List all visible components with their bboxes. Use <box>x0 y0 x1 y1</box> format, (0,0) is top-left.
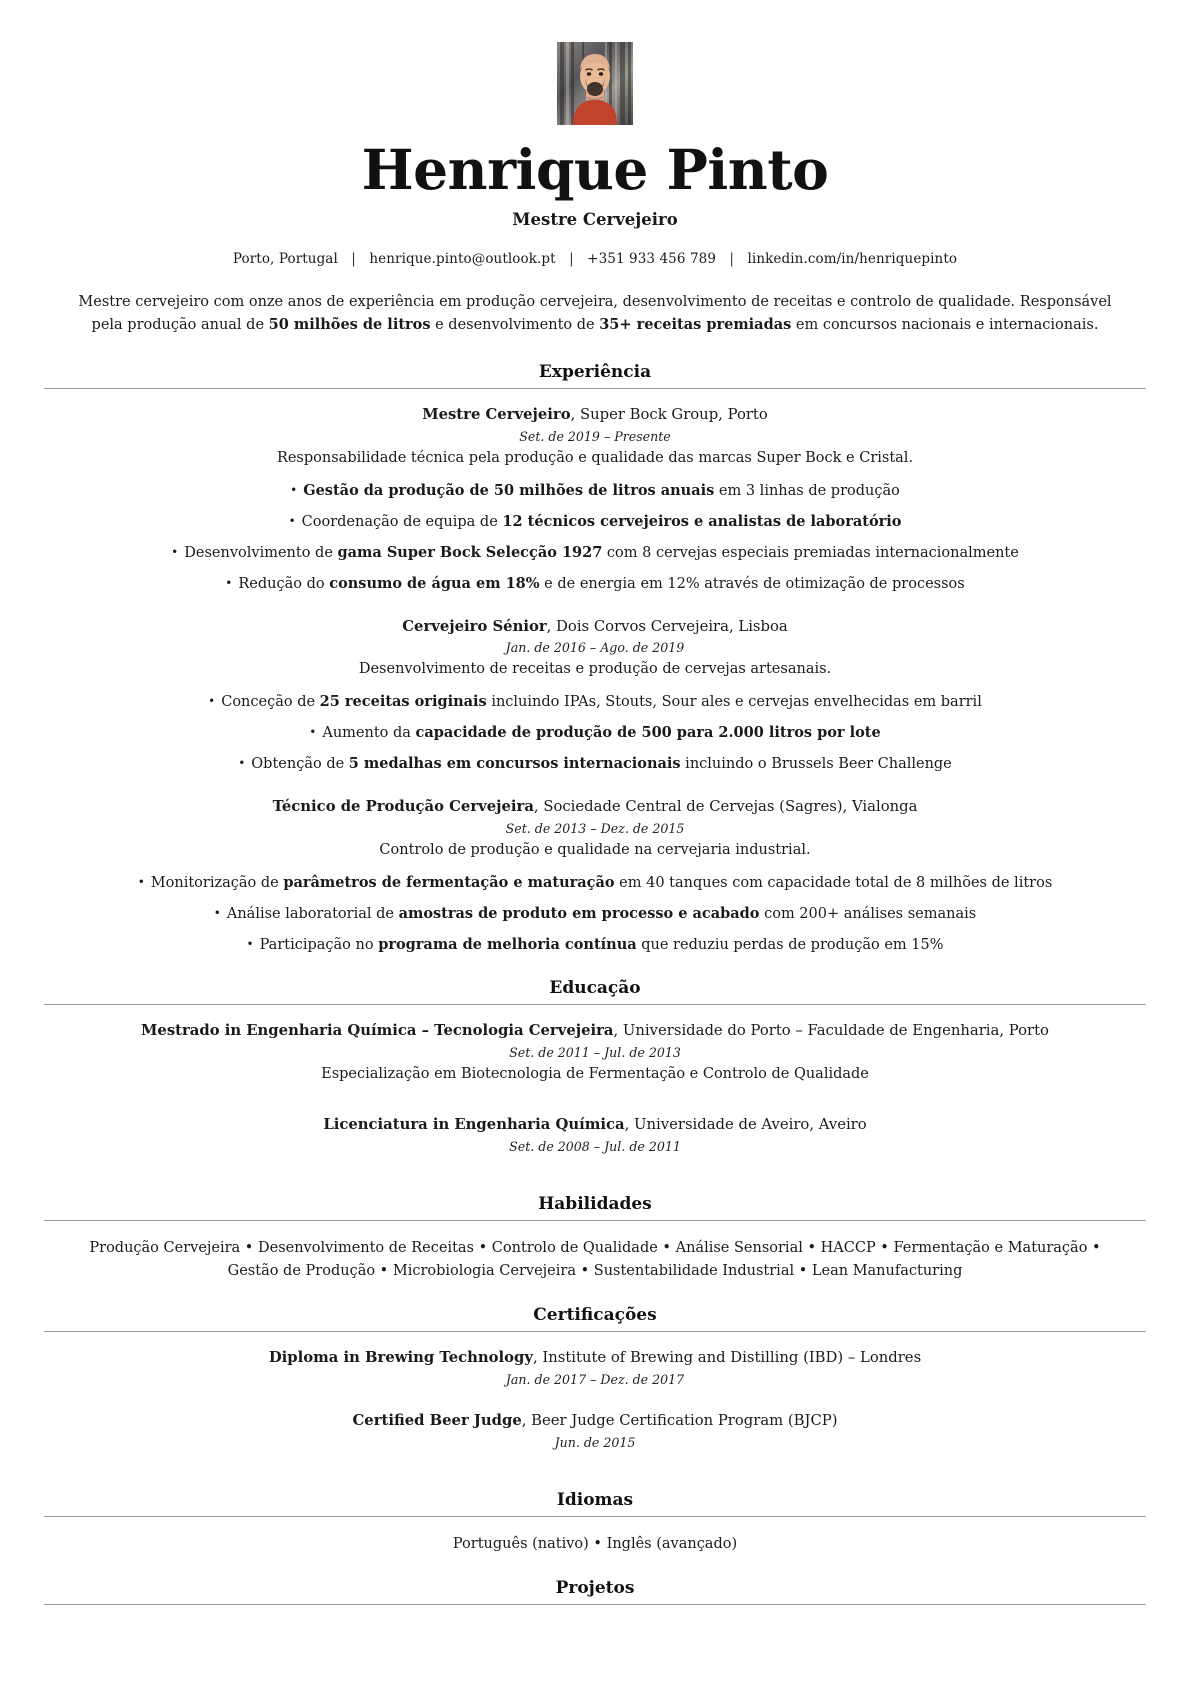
bullet-text: Coordenação de equipa de <box>301 513 503 530</box>
skill-item: Sustentabilidade Industrial <box>593 1263 795 1280</box>
job-bullet <box>44 903 1146 925</box>
skill-separator: • <box>802 1239 821 1256</box>
certification-name: Diploma in Brewing Technology <box>268 1349 533 1367</box>
certifications-section <box>44 1348 1146 1467</box>
job-bullet <box>44 542 1146 564</box>
section-title-experience: Experiência <box>538 362 652 383</box>
institution-name: , Universidade de Aveiro, Aveiro <box>624 1116 867 1134</box>
skill-separator: • <box>575 1263 594 1280</box>
job-bullet <box>44 511 1146 533</box>
job-dates: Set. de 2013 – Dez. de 2015 <box>505 820 685 836</box>
summary-text: Mestre cervejeiro com onze anos de experiência em produção cervejeira, desenvolvimento de receitas e controlo de qualidade. Responsável pela produção anual de <box>78 294 1112 333</box>
bullet-emphasis: amostras de produto em processo e acabado <box>398 904 760 922</box>
experience-entry <box>44 797 1146 861</box>
contact-email[interactable]: henrique.pinto@outlook.pt <box>369 251 556 268</box>
skill-item: Lean Manufacturing <box>811 1263 963 1280</box>
bullet-text: Conceção de <box>221 694 320 711</box>
bullet-text: Desenvolvimento de <box>184 544 338 561</box>
skill-separator: • <box>1087 1239 1101 1256</box>
job-description: Responsabilidade técnica pela produção e qualidade das marcas Super Bock e Cristal. <box>276 449 914 466</box>
job-bullet-list <box>44 691 1146 775</box>
language-item: Português (nativo) <box>452 1535 589 1552</box>
section-divider <box>44 1331 1146 1332</box>
job-description: Controlo de produção e qualidade na cervejaria industrial. <box>379 841 811 858</box>
education-dates: Set. de 2011 – Jul. de 2013 <box>509 1044 681 1060</box>
certification-entry-title <box>44 1411 1146 1432</box>
spacer <box>44 1454 1146 1468</box>
job-bullet <box>44 691 1146 713</box>
bullet-text: em 40 tanques com capacidade total de 8 milhões de litros <box>614 874 1053 891</box>
languages-list <box>44 1533 1146 1556</box>
section-divider <box>44 388 1146 389</box>
education-entry-title <box>44 1021 1146 1042</box>
spacer <box>44 1095 1146 1109</box>
certification-dates: Jan. de 2017 – Dez. de 2017 <box>505 1372 685 1388</box>
contact-separator: | <box>729 251 735 268</box>
education-entry-title <box>44 1115 1146 1136</box>
bullet-emphasis: capacidade de produção de 500 para 2.000 litros por lote <box>415 724 881 742</box>
contact-separator: | <box>569 251 574 268</box>
certification-entry-title <box>44 1348 1146 1369</box>
certification-entry <box>44 1348 1146 1405</box>
bullet-emphasis: consumo de água em 18% <box>329 574 540 592</box>
job-bullet-list <box>44 872 1146 956</box>
job-description: Desenvolvimento de receitas e produção de cervejas artesanais. <box>358 661 832 678</box>
summary-text: em concursos nacionais e internacionais. <box>791 316 1099 333</box>
job-bullet <box>44 753 1146 775</box>
job-dates: Set. de 2019 – Presente <box>519 428 671 444</box>
professional-headline: Mestre Cervejeiro <box>512 210 678 230</box>
bullet-text: com 200+ análises semanais <box>759 905 977 922</box>
education-entry <box>44 1021 1146 1109</box>
section-title-skills: Habilidades <box>538 1193 652 1214</box>
experience-entry-title <box>44 617 1146 638</box>
job-role: Técnico de Produção Cervejeira <box>272 798 534 816</box>
contact-line <box>44 251 1146 267</box>
bullet-text: e de energia em 12% através de otimização de processos <box>539 575 965 592</box>
profile-photo-image <box>557 42 633 125</box>
job-role: Mestre Cervejeiro <box>422 406 571 424</box>
profile-photo <box>557 42 633 125</box>
section-divider <box>44 1004 1146 1005</box>
bullet-emphasis: programa de melhoria contínua <box>378 935 637 953</box>
degree-name: Mestrado in Engenharia Química – Tecnologia Cervejeira <box>141 1021 614 1039</box>
education-description: Especialização em Biotecnologia de Fermentação e Controlo de Qualidade <box>321 1065 869 1082</box>
job-bullet <box>44 573 1146 595</box>
bullet-emphasis: parâmetros de fermentação e maturação <box>283 873 615 891</box>
certification-entry <box>44 1411 1146 1468</box>
section-title-education: Educação <box>549 977 641 998</box>
bullet-text: Aumento da <box>322 725 416 742</box>
job-organization: , Sociedade Central de Cervejas (Sagres), Vialonga <box>533 798 918 816</box>
bullet-text: com 8 cervejas especiais premiadas internacionalmente <box>602 544 1019 561</box>
skill-item: Controlo de Qualidade <box>491 1239 658 1256</box>
section-divider <box>44 1220 1146 1221</box>
section-title-certifications: Certificações <box>533 1305 657 1326</box>
certification-issuer: , Beer Judge Certification Program (BJCP) <box>521 1412 838 1430</box>
summary-emphasis: 50 milhões de litros <box>268 315 431 333</box>
experience-entry-title <box>44 797 1146 818</box>
bullet-text: Análise laboratorial de <box>226 905 399 922</box>
experience-entry-title <box>44 405 1146 426</box>
skill-separator: • <box>875 1239 894 1256</box>
skill-item: Fermentação e Maturação <box>893 1239 1088 1256</box>
professional-summary <box>68 291 1123 336</box>
education-dates: Set. de 2008 – Jul. de 2011 <box>509 1138 681 1154</box>
skill-item: Microbiologia Cervejeira <box>392 1263 576 1280</box>
profile-photo-container <box>44 42 1146 125</box>
spacer <box>44 1391 1146 1405</box>
bullet-text: que reduziu perdas de produção em 15% <box>636 936 944 953</box>
skill-separator: • <box>240 1239 258 1256</box>
job-bullet <box>44 722 1146 744</box>
bullet-text: Participação no <box>259 936 379 953</box>
job-bullet <box>44 934 1146 956</box>
skill-separator: • <box>794 1263 812 1280</box>
language-separator: • <box>588 1535 607 1552</box>
section-title-projects: Projetos <box>555 1577 635 1598</box>
bullet-text: incluindo IPAs, Stouts, Sour ales e cervejas envelhecidas em barril <box>486 694 982 711</box>
section-title-languages: Idiomas <box>556 1489 634 1510</box>
bullet-text: Obtenção de <box>251 756 349 773</box>
contact-phone[interactable]: +351 933 456 789 <box>587 251 717 268</box>
skill-item: Gestão de Produção <box>227 1263 376 1280</box>
job-role: Cervejeiro Sénior <box>402 617 547 635</box>
summary-emphasis: 35+ receitas premiadas <box>599 315 792 333</box>
experience-entry <box>44 405 1146 469</box>
skill-item: HACCP <box>820 1239 876 1256</box>
institution-name: , Universidade do Porto – Faculdade de Engenharia, Porto <box>613 1021 1049 1039</box>
skill-separator: • <box>657 1239 676 1256</box>
skill-item: Produção Cervejeira <box>89 1239 241 1256</box>
bullet-text: em 3 linhas de produção <box>714 482 900 499</box>
section-divider <box>44 1516 1146 1517</box>
bullet-text: incluindo o Brussels Beer Challenge <box>680 756 952 773</box>
job-bullet <box>44 480 1146 502</box>
certification-issuer: , Institute of Brewing and Distilling (IBD) – Londres <box>532 1349 922 1367</box>
bullet-text: Monitorização de <box>150 874 284 891</box>
certification-dates: Jun. de 2015 <box>554 1434 636 1450</box>
spacer <box>44 1158 1146 1172</box>
certification-name: Certified Beer Judge <box>352 1412 522 1430</box>
summary-text: e desenvolvimento de <box>430 316 600 333</box>
bullet-emphasis: 12 técnicos cervejeiros e analistas de laboratório <box>502 512 902 530</box>
contact-separator: | <box>351 251 356 268</box>
bullet-emphasis: Gestão da produção de 50 milhões de litros anuais <box>303 481 715 499</box>
bullet-text: Redução do <box>238 575 330 592</box>
job-organization: , Super Bock Group, Porto <box>570 406 768 424</box>
education-section <box>44 1021 1146 1172</box>
skills-list <box>65 1237 1125 1283</box>
skill-separator: • <box>474 1239 492 1256</box>
job-dates: Jan. de 2016 – Ago. de 2019 <box>505 640 685 656</box>
experience-section <box>44 405 1146 956</box>
job-bullet-list <box>44 480 1146 595</box>
section-divider <box>44 1604 1146 1605</box>
job-organization: , Dois Corvos Cervejeira, Lisboa <box>546 617 788 635</box>
page-title: Henrique Pinto <box>361 137 829 202</box>
contact-location: Porto, Portugal <box>232 251 338 268</box>
language-item: Inglês (avançado) <box>606 1535 738 1552</box>
job-bullet <box>44 872 1146 894</box>
skill-separator: • <box>375 1263 393 1280</box>
bullet-emphasis: 5 medalhas em concursos internacionais <box>348 755 681 773</box>
degree-name: Licenciatura in Engenharia Química <box>323 1116 625 1134</box>
bullet-emphasis: 25 receitas originais <box>319 693 487 711</box>
bullet-emphasis: gama Super Bock Selecção 1927 <box>337 543 603 561</box>
skill-item: Desenvolvimento de Receitas <box>257 1239 474 1256</box>
education-entry <box>44 1115 1146 1172</box>
experience-entry <box>44 617 1146 681</box>
skill-item: Análise Sensorial <box>675 1239 803 1256</box>
contact-linkedin[interactable]: linkedin.com/in/henriquepinto <box>747 251 958 268</box>
